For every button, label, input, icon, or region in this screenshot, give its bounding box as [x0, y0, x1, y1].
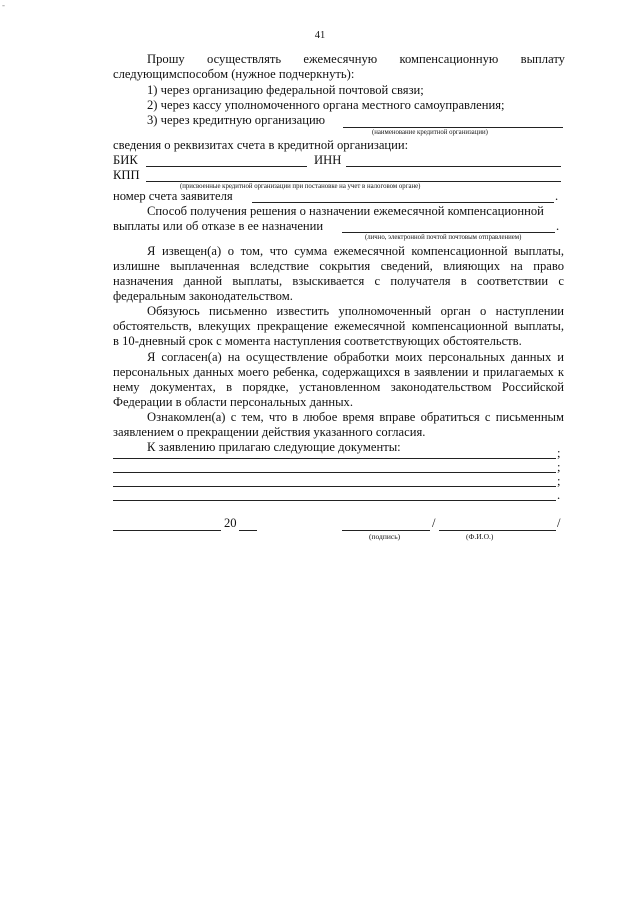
kpp-field[interactable] [146, 181, 561, 182]
date-field[interactable] [113, 530, 221, 531]
payment-request-line2: следующимспособом (нужное подчеркнуть): [113, 67, 355, 81]
payment-option-cash: 2) через кассу уполномоченного органа местного самоуправления; [147, 98, 505, 112]
account-number-field[interactable] [252, 202, 554, 203]
obligation-line1: Обязуюсь письменно известить уполномоченный орган о наступлении [147, 304, 564, 318]
consent-line3: нему документах, в порядке, установленном законодательством Российской [113, 380, 564, 394]
consent-line4: Федерации в области персональных данных. [113, 395, 353, 409]
payment-option-post: 1) через организацию федеральной почтовой связи; [147, 83, 424, 97]
bik-field[interactable] [146, 166, 307, 167]
obligation-line3: в 10-дневный срок с момента наступления соответствующих обстоятельств. [113, 334, 522, 348]
attachments-heading: К заявлению прилагаю следующие документы: [147, 440, 401, 454]
signature-field[interactable] [342, 530, 430, 531]
acquainted-line1: Ознакомлен(а) с тем, что в любое время вправе обратиться с письменным [147, 410, 564, 424]
kpp-label: КПП [113, 168, 140, 182]
decision-method-line1: Способ получения решения о назначении ежемесячной компенсационной [147, 204, 544, 218]
attachment-field[interactable] [113, 458, 556, 459]
attachment-field[interactable] [113, 486, 556, 487]
notice-line2: излишне выплаченная вследствие сокрытия сведений, влияющих на право [113, 259, 564, 273]
bik-label: БИК [113, 153, 138, 167]
bank-name-field[interactable] [343, 127, 563, 128]
corner-mark: - [2, 0, 5, 10]
year-prefix: 20 [224, 516, 237, 530]
decision-method-field[interactable] [342, 232, 555, 233]
attachment-line-end: ; [557, 460, 561, 474]
decision-method-caption: (лично, электронной почтой почтовым отправлением) [365, 234, 522, 241]
account-label: номер счета заявителя [113, 189, 233, 203]
signature-caption: (подпись) [369, 532, 401, 541]
notice-line4: федеральным законодательством. [113, 289, 293, 303]
full-name-field[interactable] [439, 530, 556, 531]
bank-details-heading: сведения о реквизитах счета в кредитной организации: [113, 138, 409, 152]
decision-method-line2: выплаты или об отказе в ее назначении [113, 219, 324, 233]
kpp-caption: (присвоенные кредитной организации при постановке на учет в налоговом органе) [180, 183, 421, 190]
consent-line1: Я согласен(а) на осуществление обработки моих персональных данных и [147, 350, 564, 364]
notice-line3: назначения данной выплаты, взыскивается с получателя в соответствии с [113, 274, 564, 288]
payment-option-bank: 3) через кредитную организацию [147, 113, 326, 127]
acquainted-line2: заявлением о прекращении действия указанного согласия. [113, 425, 426, 439]
inn-field[interactable] [346, 166, 561, 167]
decision-end-dot: . [556, 219, 560, 233]
bank-name-caption: (наименование кредитной организации) [372, 129, 488, 136]
inn-label: ИНН [314, 153, 342, 167]
attachment-line-end: ; [557, 446, 561, 460]
attachment-field[interactable] [113, 500, 556, 501]
payment-request-line1: Прошу осуществлять ежемесячную компенсационную выплату [147, 52, 565, 66]
full-name-caption: (Ф.И.О.) [466, 532, 494, 541]
attachment-line-end: ; [557, 474, 561, 488]
account-end-dot: . [555, 189, 559, 203]
notice-line1: Я извещен(а) о том, что сумма ежемесячной компенсационной выплаты, [147, 244, 564, 258]
attachment-field[interactable] [113, 472, 556, 473]
attachment-line-end: . [557, 488, 561, 502]
consent-line2: персональных данных моего ребенка, содержащихся в заявлении и прилагаемых к [113, 365, 564, 379]
full-name-end-slash: / [557, 516, 561, 530]
obligation-line2: обстоятельств, влекущих прекращение ежемесячной компенсационной выплаты, [113, 319, 564, 333]
signature-slash: / [432, 516, 436, 530]
year-suffix-field[interactable] [239, 530, 257, 531]
page-number: 41 [314, 30, 326, 41]
